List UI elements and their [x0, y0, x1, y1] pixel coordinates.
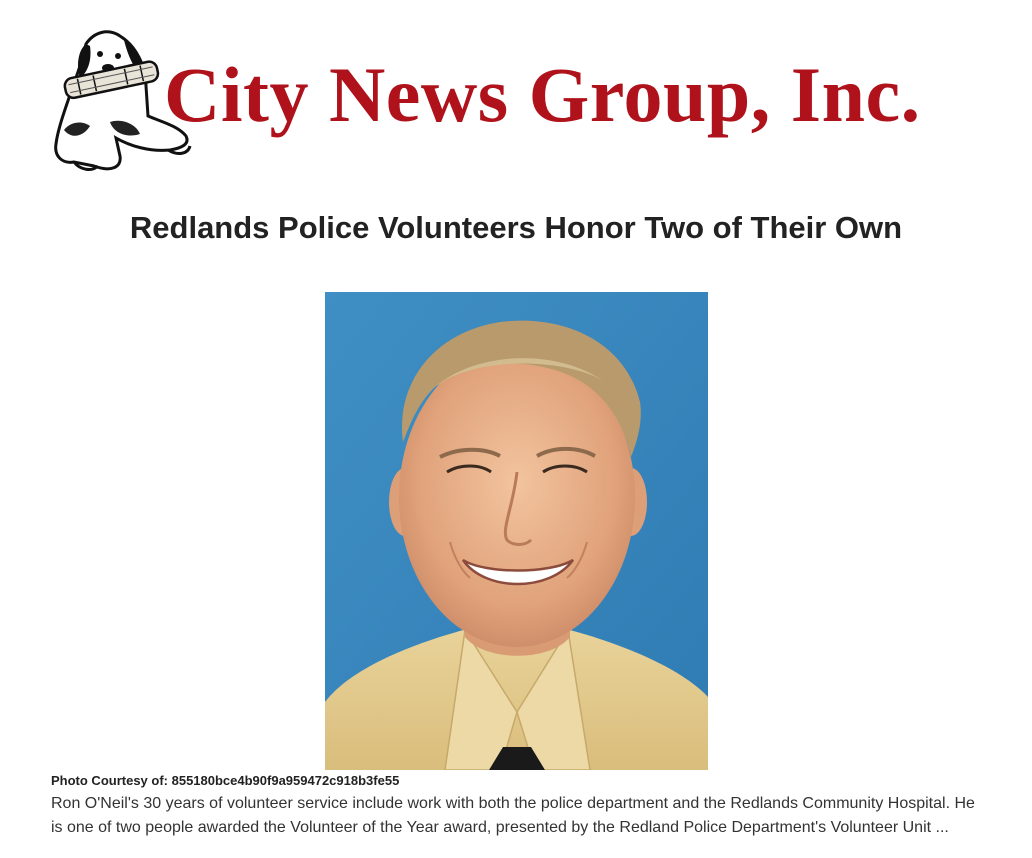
- brand-name[interactable]: City News Group, Inc.: [164, 51, 921, 138]
- portrait-photo: [325, 292, 708, 770]
- article-headline: Redlands Police Volunteers Honor Two of Their Own: [129, 210, 903, 245]
- article-teaser[interactable]: Ron O'Neil's 30 years of volunteer service include work with both the police department and the Redlands Community Hospital. He is one of two people awarded the Volunteer of the Year award, presented by the Redland Police Department's Volunteer Unit ...: [51, 795, 975, 836]
- photo-credit: Photo Courtesy of: 855180bce4b90f9a959472c918b3fe55: [51, 773, 400, 788]
- masthead: [50, 26, 980, 176]
